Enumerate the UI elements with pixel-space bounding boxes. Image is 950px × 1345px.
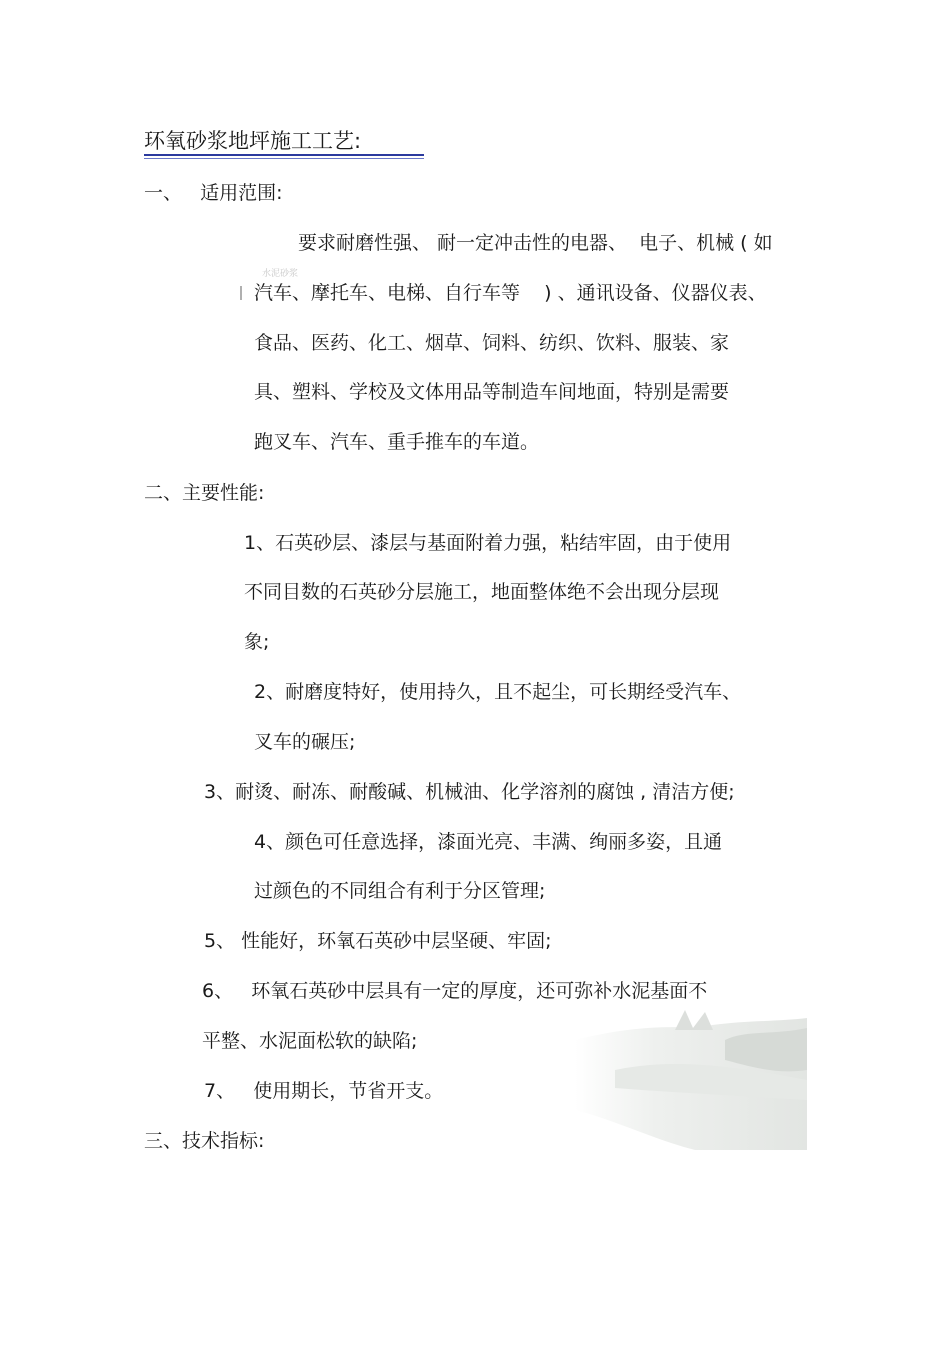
list-item-line: 7、 使用期长，节省开支。 <box>204 1080 444 1102</box>
paragraph-line: 食品、医药、化工、烟草、饲料、纺织、饮料、服装、家 <box>254 332 730 354</box>
list-item-line: 叉车的碾压; <box>254 731 356 753</box>
list-item-line: 3、耐烫、耐冻、耐酸碱、机械油、化学溶剂的腐蚀 , 清洁方便; <box>204 781 735 803</box>
paragraph-line: 要求耐磨性强、 耐一定冲击性的电器、 电子、机械 ( 如 <box>298 232 773 254</box>
document-title: 环氧砂浆地坪施工工艺: <box>144 129 362 153</box>
section-heading-scope: 一、 适用范围: <box>144 182 283 204</box>
list-item-line: 过颜色的不同组合有利于分区管理; <box>254 880 546 902</box>
list-item-line: 6、 环氧石英砂中层具有一定的厚度，还可弥补水泥基面不 <box>202 980 708 1002</box>
list-item-line: 象; <box>244 631 270 653</box>
title-underline <box>144 154 424 156</box>
list-item-line: 2、耐磨度特好，使用持久，且不起尘，可长期经受汽车、 <box>254 681 742 703</box>
section-heading-performance: 二、主要性能: <box>144 482 265 504</box>
list-item-line: 1、石英砂层、漆层与基面附着力强，粘结牢固，由于使用 <box>244 532 732 554</box>
background-watermark <box>575 1000 807 1150</box>
paragraph-line: 具、塑料、学校及文体用品等制造车间地面，特别是需要 <box>254 381 730 403</box>
list-item-line: 5、 性能好，环氧石英砂中层坚硬、牢固; <box>204 930 552 952</box>
title-underline-secondary <box>144 158 424 159</box>
paragraph-line: 汽车、摩托车、电梯、自行车等 ) 、通讯设备、仪器仪表、 <box>254 282 767 304</box>
list-item-line: 平整、水泥面松软的缺陷; <box>202 1030 418 1052</box>
section-heading-specs: 三、技术指标: <box>144 1130 265 1152</box>
list-item-line: 不同目数的石英砂分层施工，地面整体绝不会出现分层现 <box>244 581 720 603</box>
faint-label: 水泥砂浆 <box>262 269 299 279</box>
paragraph-line: 跑叉车、汽车、重手推车的车道。 <box>254 431 540 453</box>
list-item-line: 4、颜色可任意选择，漆面光亮、丰满、绚丽多姿，且通 <box>254 831 723 853</box>
margin-mark <box>240 286 242 300</box>
